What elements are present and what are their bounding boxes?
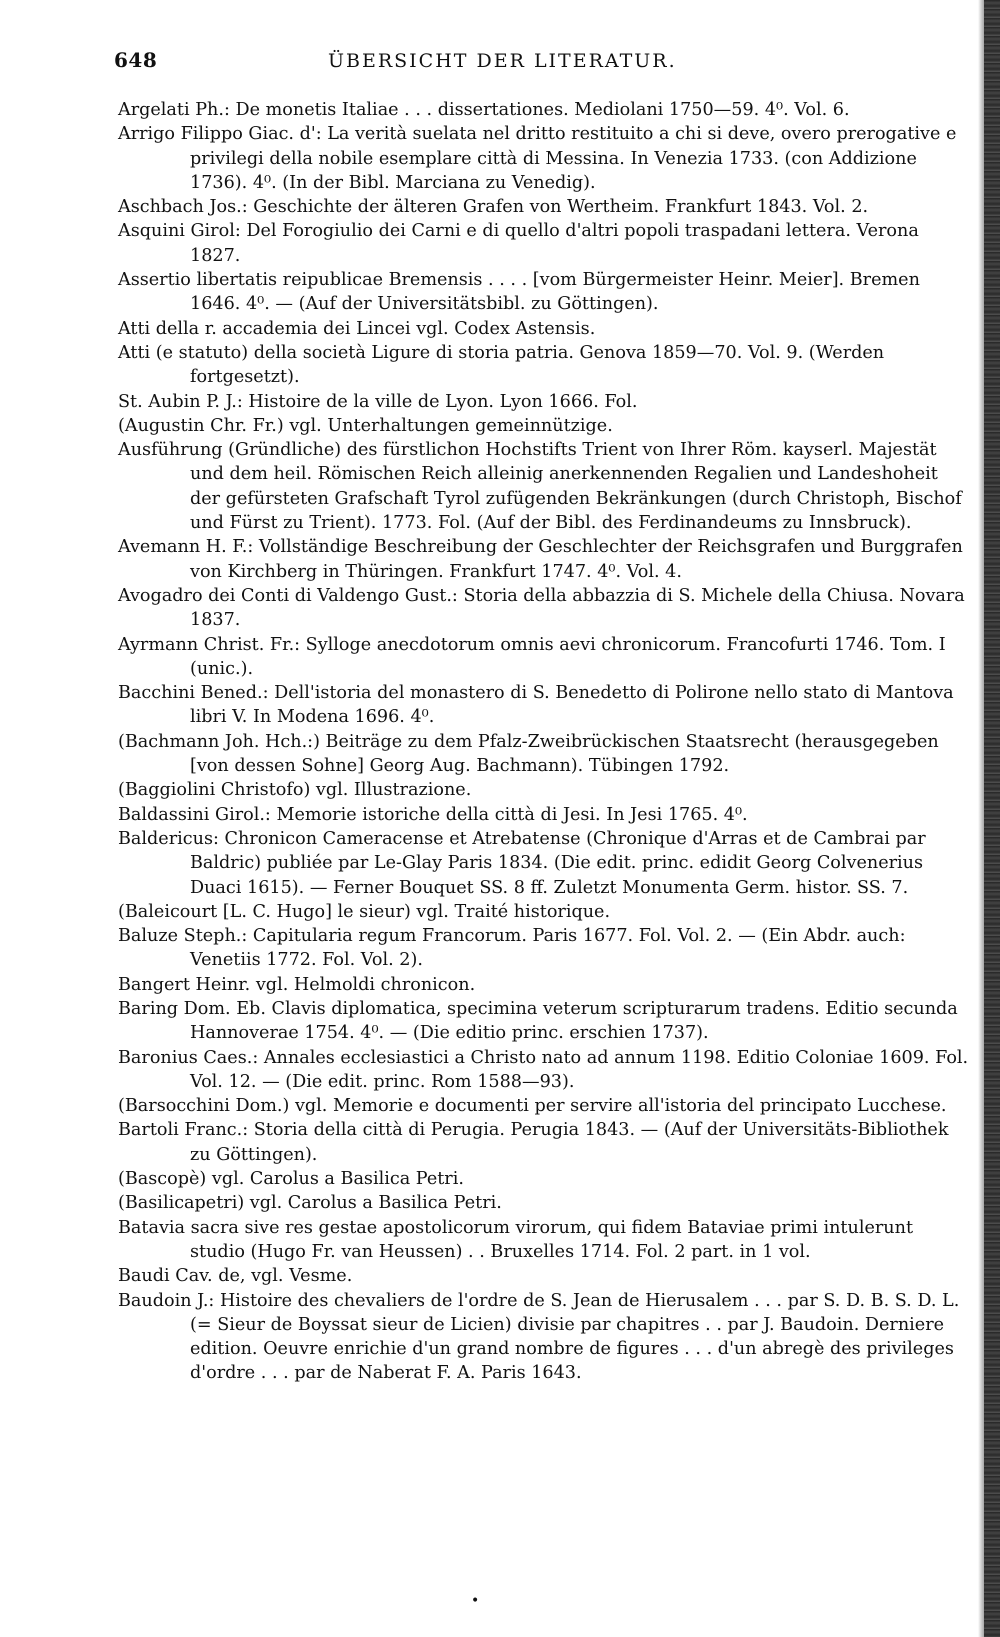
- bibliography-entry: Atti della r. accademia dei Lincei vgl. Codex Astensis.: [118, 318, 596, 339]
- bibliography-entry: St. Aubin P. J.: Histoire de la ville de Lyon. Lyon 1666. Fol.: [118, 391, 638, 412]
- bibliography-entry: (Baleicourt [L. C. Hugo] le sieur) vgl. Traité historique.: [118, 901, 611, 922]
- bibliography-entry: Baldassini Girol.: Memorie istoriche della città di Jesi. In Jesi 1765. 4⁰.: [118, 804, 748, 825]
- bibliography-entry: Ayrmann Christ. Fr.: Sylloge anecdotorum omnis aevi chronicorum. Francofurti 1746. Tom. I (unic.).: [118, 634, 946, 679]
- bibliography-entry: Argelati Ph.: De monetis Italiae . . . dissertationes. Mediolani 1750—59. 4⁰. Vol. 6.: [118, 100, 850, 120]
- page-edge-shadow: [984, 0, 1000, 1637]
- bibliography-entry: (Augustin Chr. Fr.) vgl. Unterhaltungen gemeinnützige.: [118, 415, 613, 436]
- bibliography-entry: Asquini Girol: Del Forogiulio dei Carni e di quello d'altri popoli traspadani lettera. Verona 1827.: [118, 221, 919, 266]
- bibliography-entry: (Baggiolini Christofo) vgl. Illustrazione.: [118, 780, 472, 801]
- footer-mark: •: [471, 1593, 480, 1609]
- bibliography-entry: Baldericus: Chronicon Cameracense et Atrebatense (Chronique d'Arras et de Cambrai par Baldric) publiée par Le-Glay Paris 1834. (Die edit. princ. edidit Georg Colvenerius Duaci 1615). — Ferner Bouquet SS. 8 ff. Zuletzt Monumenta Germ. histor. SS. 7.: [118, 828, 926, 898]
- bibliography-entry: Assertio libertatis reipublicae Bremensis . . . . [vom Bürgermeister Heinr. Meier]. Bremen 1646. 4⁰. — (Auf der Universitätsbibl. zu Göttingen).: [118, 270, 920, 315]
- bibliography-entry: (Barsocchini Dom.) vgl. Memorie e documenti per servire all'istoria del principato Lucchese.: [118, 1096, 947, 1117]
- bibliography-entry: Bangert Heinr. vgl. Helmoldi chronicon.: [118, 974, 476, 995]
- bibliography-entry: Arrigo Filippo Giac. d': La verità suelata nel dritto restituito a chi si deve, overo prerogative e privilegi della nobile esemplare città di Messina. In Venezia 1733. (con Addizione 1736). 4⁰. (In der Bibl. Marciana zu Venedig).: [118, 124, 957, 193]
- bibliography-entry: Baudoin J.: Histoire des chevaliers de l'ordre de S. Jean de Hierusalem . . . par S. D. B. S. D. L. (= Sieur de Boyssat sieur de Licien) divisie par chapitres . . par J. Baudoin. Derniere edition. Oeuvre enrichie d'un grand nombre de figures . . . d'un abregè des privileges d'ordre . . . par de Naberat F. A. Paris 1643.: [118, 1290, 960, 1384]
- bibliography-entry: Baring Dom. Eb. Clavis diplomatica, specimina veterum scripturarum tradens. Editio secunda Hannoverae 1754. 4⁰. — (Die editio princ. erschien 1737).: [118, 998, 958, 1044]
- bibliography-entry: (Bascopè) vgl. Carolus a Basilica Petri.: [118, 1169, 464, 1190]
- bibliography-entry: Aschbach Jos.: Geschichte der älteren Grafen von Wertheim. Frankfurt 1843. Vol. 2.: [118, 197, 869, 218]
- bibliography-entry: Batavia sacra sive res gestae apostolicorum virorum, qui fidem Bataviae primi intulerunt studio (Hugo Fr. van Heussen) . . Bruxelles 1714. Fol. 2 part. in 1 vol.: [118, 1217, 914, 1262]
- bibliography-entry: Baronius Caes.: Annales ecclesiastici a Christo nato ad annum 1198. Editio Coloniae 1609. Fol. Vol. 12. — (Die edit. princ. Rom 1588—93).: [118, 1047, 969, 1092]
- bibliography-entry: (Basilicapetri) vgl. Carolus a Basilica Petri.: [118, 1193, 502, 1214]
- bibliography-entry: Atti (e statuto) della società Ligure di storia patria. Genova 1859—70. Vol. 9. (Werden fortgesetzt).: [118, 342, 885, 388]
- bibliography-entry: (Bachmann Joh. Hch.:) Beiträge zu dem Pfalz-Zweibrückischen Staatsrecht (herausgegeben [von dessen Sohne] Georg Aug. Bachmann). Tübingen 1792.: [118, 731, 939, 777]
- bibliography-list: [118, 98, 970, 1386]
- bibliography-entry: Ausführung (Gründliche) des fürstlichon Hochstifts Trient von Ihrer Röm. kayserl. Majestät und dem heil. Römischen Reich alleinig anerkennenden Regalien und Landeshoheit der gefürsteten Grafschaft Tyrol zufügenden Bekränkungen (durch Christoph, Bischof und Fürst zu Trient). 1773. Fol. (Auf der Bibl. des Ferdinandeums zu Innsbruck).: [118, 440, 962, 534]
- bibliography-entry: Bartoli Franc.: Storia della città di Perugia. Perugia 1843. — (Auf der Universitäts-Bibliothek zu Göttingen).: [118, 1120, 949, 1165]
- page-edge-gradient: [978, 0, 984, 1637]
- bibliography-entry: Baluze Steph.: Capitularia regum Francorum. Paris 1677. Fol. Vol. 2. — (Ein Abdr. auch: Venetiis 1772. Fol. Vol. 2).: [118, 926, 906, 971]
- bibliography-entry: Baudi Cav. de, vgl. Vesme.: [118, 1266, 353, 1287]
- page-number: 648: [114, 48, 158, 72]
- running-title: ÜBERSICHT DER LITERATUR.: [328, 50, 677, 72]
- bibliography-entry: Avemann H. F.: Vollständige Beschreibung der Geschlechter der Reichsgrafen und Burggrafen von Kirchberg in Thüringen. Frankfurt 1747. 4⁰. Vol. 4.: [118, 537, 963, 582]
- bibliography-entry: Avogadro dei Conti di Valdengo Gust.: Storia della abbazzia di S. Michele della Chiusa. Novara 1837.: [118, 585, 965, 631]
- page-header: [114, 48, 974, 80]
- bibliography-entry: Bacchini Bened.: Dell'istoria del monastero di S. Benedetto di Polirone nello stato di Mantova libri V. In Modena 1696. 4⁰.: [118, 683, 954, 728]
